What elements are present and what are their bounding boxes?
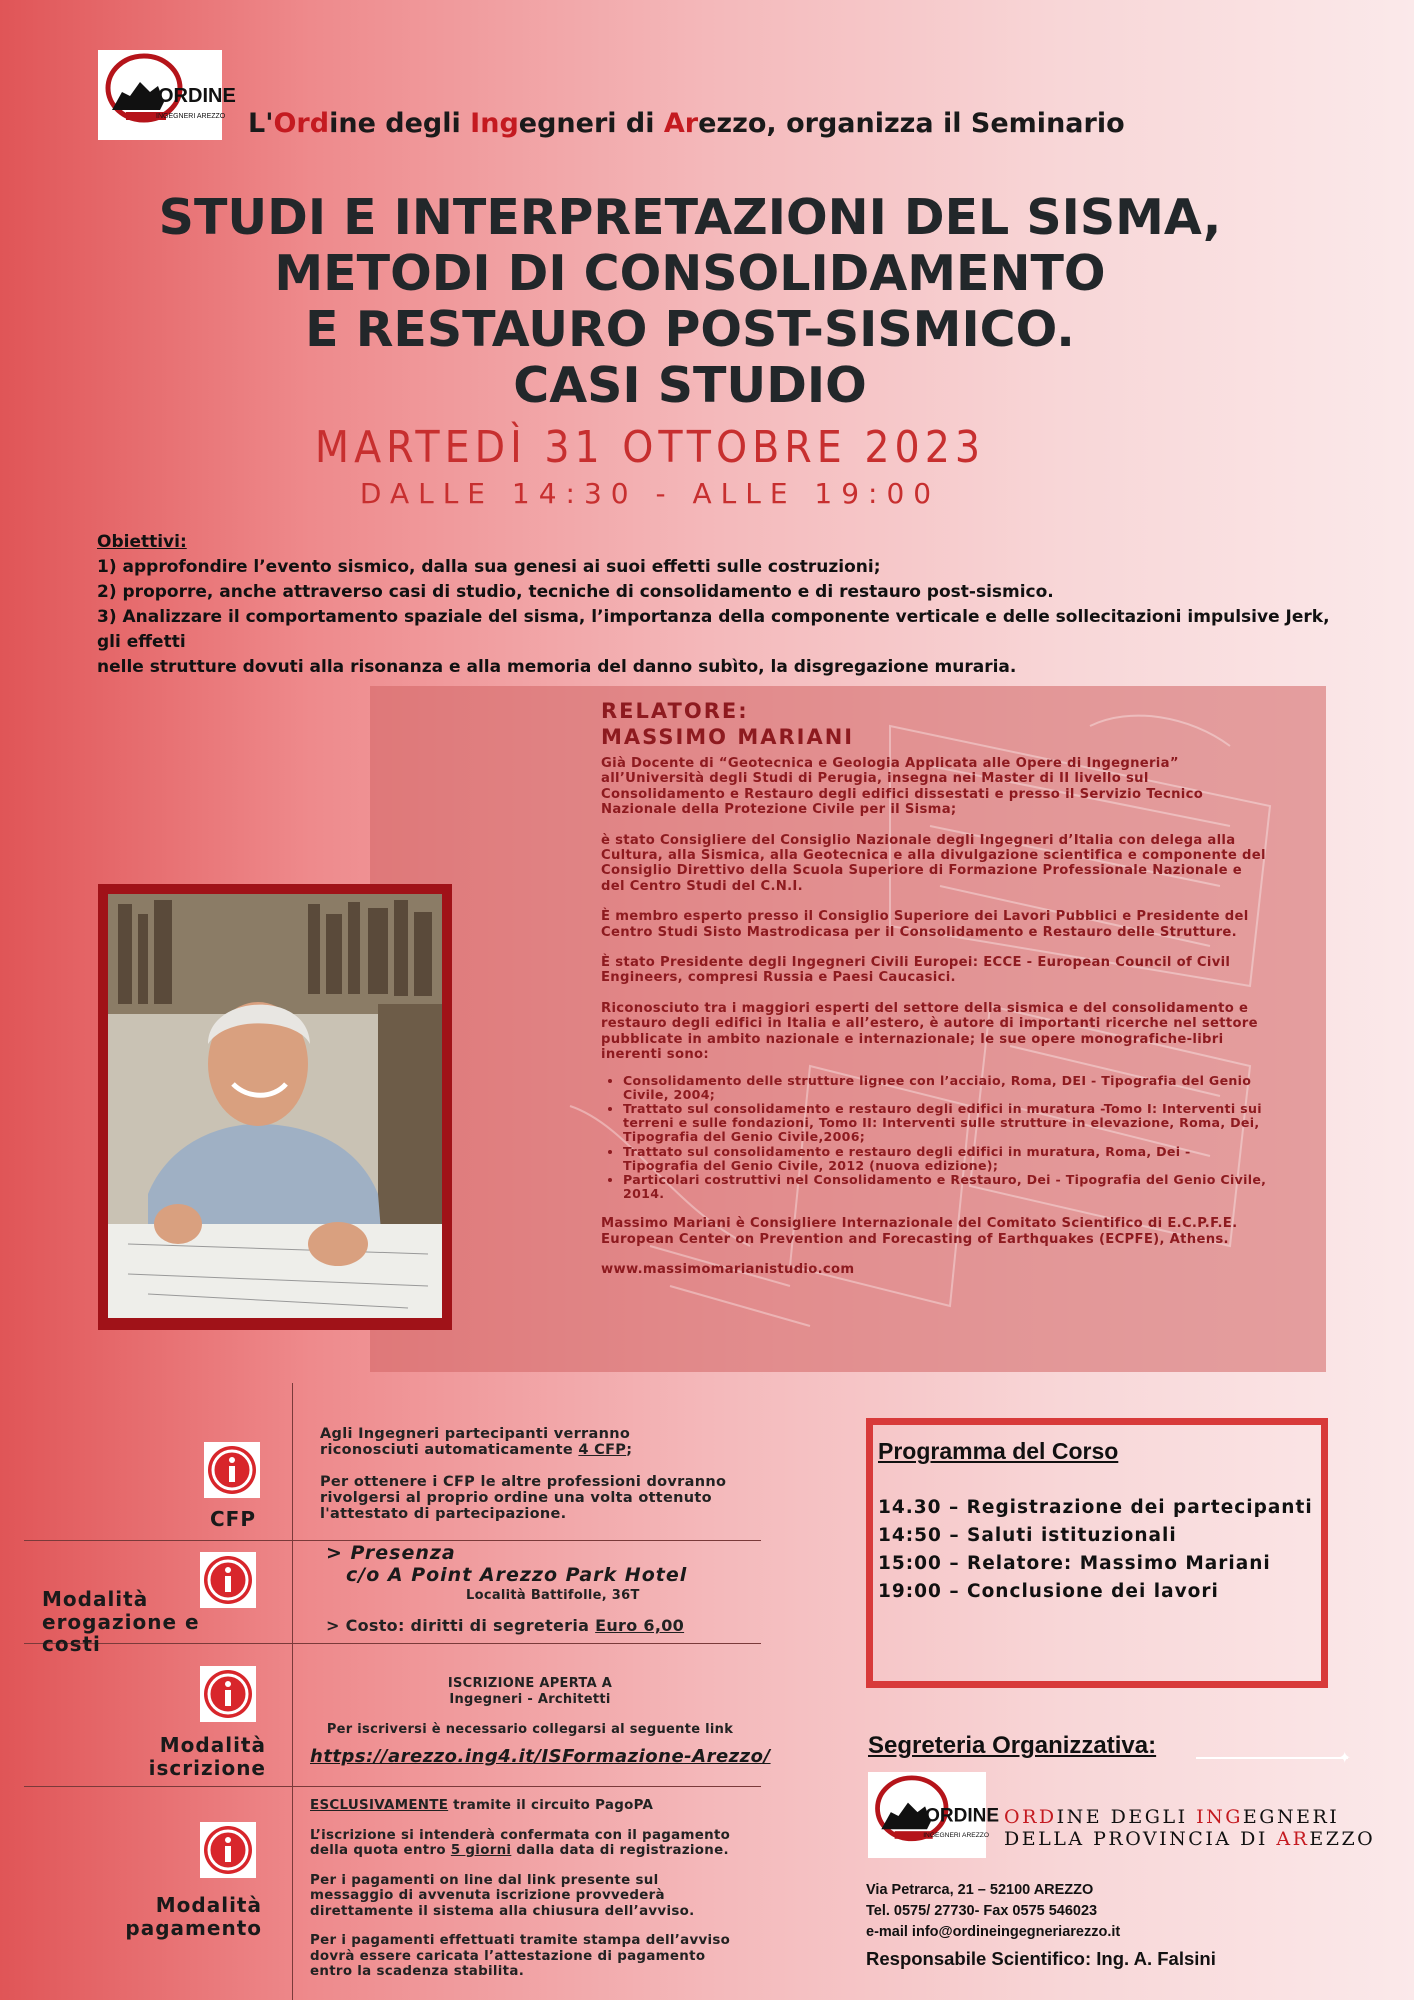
objective-item: 2) proporre, anche attraverso casi di studio, tecniche di consolidamento e di restauro post-sismico.	[97, 582, 1054, 602]
venue-locality: Località Battifolle, 36T	[466, 1588, 640, 1603]
section-divider	[24, 1786, 761, 1787]
phone: Tel. 0575/ 27730- Fax 0575 546023	[866, 1903, 1098, 1919]
speaker-photo	[108, 894, 442, 1318]
bio-paragraph: Riconosciuto tra i maggiori esperti del settore della sismica e del consolidamento e restauro degli edifici in Italia e all’estero, è autore di importanti ricerche nel settore pubblicate in ambito nazionale e internazionale; le sue opere monografiche-libri inerenti sono:	[601, 1000, 1258, 1063]
venue-name: c/o A Point Arezzo Park Hotel	[346, 1564, 688, 1586]
speaker-name: MASSIMO MARIANI	[601, 725, 855, 749]
objectives-heading: Obiettivi:	[97, 532, 187, 552]
bio-paragraph: Già Docente di “Geotecnica e Geologia Applicata alle Opere di Ingegneria” all’Università degli Studi di Perugia, insegna nei Master di II livello sul Consolidamento e Restauro degli edifici dissestati e presso il Servizio Tecnico Nazionale della Protezione Civile per il Sisma;	[601, 756, 1204, 818]
presenza-label: > Presenza	[326, 1542, 456, 1564]
info-icon	[200, 1666, 256, 1722]
bio-paragraph: è stato Consigliere del Consiglio Nazionale degli Ingegneri d’Italia con delega alla Cultura, alla Sismica, alla Geotecnica e alla divulgazione scientifica e componente del Consiglio Direttivo della Scuola Superiore di Formazione Professionale Nazionale e del Centro Studi del C.N.I.	[601, 832, 1266, 894]
program-item: 14:50 – Saluti istituzionali	[878, 1525, 1177, 1546]
svg-text:ORDINE: ORDINE	[158, 85, 236, 107]
address: Via Petrarca, 21 – 52100 AREZZO	[866, 1882, 1094, 1898]
pagamento-label-1: Modalità	[155, 1893, 262, 1917]
sparkle-icon: ✦	[1338, 1748, 1352, 1767]
svg-text:ORDINE: ORDINE	[925, 1805, 1000, 1827]
bio-paragraph: È membro esperto presso il Consiglio Superiore dei Lavori Pubblici e Presidente del Centro Studi Sisto Mastrodicasa per il Consolidamento e Restauro delle Strutture.	[601, 909, 1249, 940]
contacts	[866, 1880, 1120, 1943]
iscrizione-open: ISCRIZIONE APERTA A Ingegneri - Architetti Per iscriversi è necessario collegarsi al seguente link	[326, 1676, 734, 1737]
ordine-name: ORDINE DEGLI INGEGNERI DELLA PROVINCIA DI AREZZO	[1004, 1806, 1376, 1850]
book-item: • Trattato sul consolidamento e restauro degli edifici in muratura -Tomo I: Interventi sui terreni e sulle fondazioni, Tomo II: Interventi sulle strutture in elevazione, Roma, Dei, Tipografia del Genio Civile,2006;	[623, 1102, 1269, 1145]
info-divider	[292, 1383, 293, 2000]
cfp-text: Agli Ingegneri partecipanti verranno riconosciuti automaticamente 4 CFP; Per ottenere i CFP le altre professioni dovranno rivolgersi al proprio ordine una volta ottenuto l'attestato di partecipazione.	[320, 1426, 727, 1522]
cfp-label: CFP	[210, 1507, 256, 1531]
book-item: • Trattato sul consolidamento e restauro degli edifici in muratura, Roma, Dei - Tipografia del Genio Civile, 2012 (nuova edizione);	[623, 1145, 1269, 1173]
objectives	[97, 530, 1347, 680]
book-item: • Consolidamento delle strutture lignee con l’acciaio, Roma, DEI - Tipografia del Genio Civile, 2004;	[623, 1074, 1269, 1102]
info-icon	[204, 1442, 260, 1498]
ordine-logo	[98, 50, 236, 140]
speaker-website[interactable]: www.massimomarianistudio.com	[601, 1262, 855, 1278]
erogazione-label-2: erogazione e costi	[42, 1610, 200, 1656]
pagamento-text: ESCLUSIVAMENTE tramite il circuito PagoPA L’iscrizione si intenderà confermata con il pagamento della quota entro 5 giorni dalla data di registrazione. Per i pagamenti on line dal link presente sul messaggio di avvenuta iscrizione provvederà direttamente il sistema alla chiusura dell’avviso. Per i pagamenti effettuati tramite stampa dell’avviso dovrà essere caricata l’attestazione di pagamento entro la scadenza stabilita.	[310, 1798, 731, 1979]
program-title: Programma del Corso	[878, 1438, 1119, 1464]
objective-item: nelle strutture dovuti alla risonanza e alla memoria del danno subìto, la disgregazione muraria.	[97, 657, 1017, 677]
speaker-bio	[601, 698, 1269, 1293]
erogazione-label-1: Modalità	[42, 1587, 149, 1611]
speaker-label: RELATORE:	[601, 699, 749, 723]
program-list	[878, 1494, 1313, 1606]
svg-text:INGEGNERI AREZZO: INGEGNERI AREZZO	[923, 1831, 990, 1839]
pagamento-label-2: pagamento	[125, 1916, 262, 1940]
ordine-logo-small	[868, 1772, 1000, 1858]
intro-heading: L'Ordine degli Ingegneri di Arezzo, organizza il Seminario	[248, 108, 1125, 139]
bio-paragraph: È stato Presidente degli Ingegneri Civili Europei: ECCE - European Council of Civil Engineers, compresi Russia e Paesi Caucasici.	[601, 955, 1231, 986]
iscrizione-label-1: Modalità	[159, 1733, 266, 1757]
section-divider	[24, 1540, 761, 1541]
decorative-line	[1196, 1757, 1348, 1759]
segreteria-title: Segreteria Organizzativa:	[868, 1732, 1157, 1759]
program-item: 15:00 – Relatore: Massimo Mariani	[878, 1553, 1271, 1574]
book-item: • Particolari costruttivi nel Consolidamento e Restauro, Dei - Tipografia del Genio Civile, 2014.	[623, 1173, 1269, 1201]
event-date: MARTEDÌ 31 OTTOBRE 2023	[314, 422, 986, 473]
iscrizione-label-2: iscrizione	[148, 1756, 266, 1780]
svg-text:INGEGNERI AREZZO: INGEGNERI AREZZO	[156, 113, 226, 120]
cost-line: > Costo: diritti di segreteria Euro 6,00	[326, 1616, 685, 1635]
bio-closing: Massimo Mariani è Consigliere Internazionale del Comitato Scientifico di E.C.P.F.E. European Center on Prevention and Forecasting of Earthquakes (ECPFE), Athens.	[601, 1216, 1238, 1247]
email[interactable]: e-mail info@ordineingegneriarezzo.it	[866, 1924, 1121, 1940]
program-item: 19:00 – Conclusione dei lavori	[878, 1581, 1219, 1602]
responsabile: Responsabile Scientifico: Ing. A. Falsini	[866, 1948, 1216, 1969]
objective-item: 1) approfondire l’evento sismico, dalla sua genesi ai suoi effetti sulle costruzioni;	[97, 557, 881, 577]
seminar-title: STUDI E INTERPRETAZIONI DEL SISMA, METODI DI CONSOLIDAMENTO E RESTAURO POST-SISMICO. CASI STUDIO	[158, 189, 1222, 414]
event-time: DALLE 14:30 - ALLE 19:00	[359, 477, 941, 510]
registration-link[interactable]: https://arezzo.ing4.it/ISFormazione-Arezzo/	[310, 1746, 771, 1767]
book-list	[623, 1074, 1269, 1202]
program-item: 14.30 – Registrazione dei partecipanti	[878, 1497, 1313, 1518]
objective-item: 3) Analizzare il comportamento spaziale del sisma, l’importanza della componente verticale e delle sollecitazioni impulsive Jerk, gli effetti	[97, 607, 1330, 652]
info-icon	[200, 1552, 256, 1608]
info-icon	[200, 1822, 256, 1878]
